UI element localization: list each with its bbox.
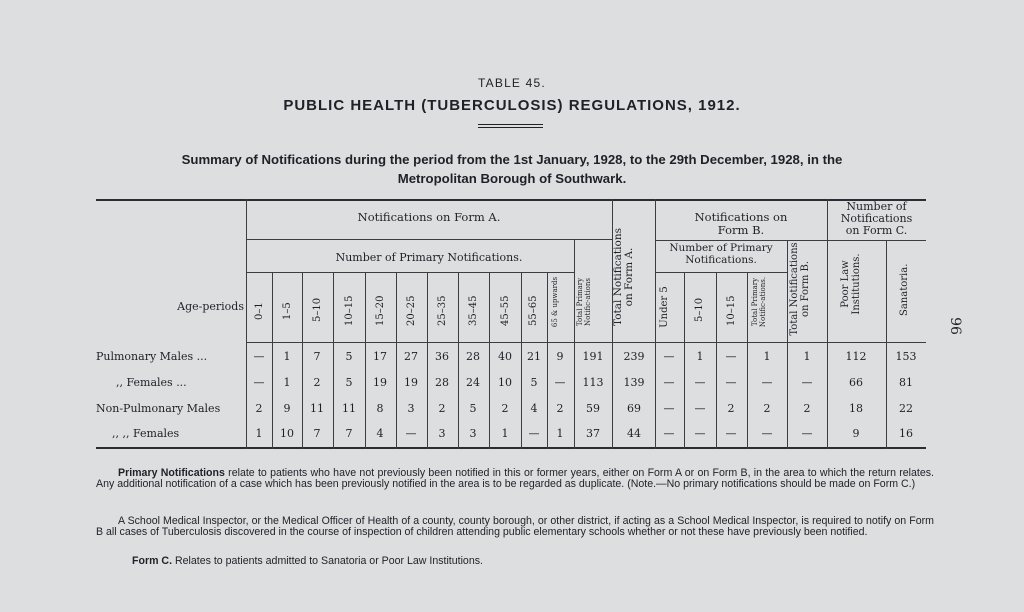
- table-cell: 7: [313, 350, 321, 363]
- table-cell: —: [801, 427, 813, 440]
- form-c-header-line-3: on Form C.: [845, 224, 908, 237]
- table-cell: 19: [404, 376, 418, 389]
- table-cell: 81: [899, 376, 913, 389]
- table-cell: 4: [530, 402, 538, 415]
- table-cell: 2: [438, 402, 446, 415]
- table-cell: 5: [345, 376, 353, 389]
- table-cell: 28: [435, 376, 449, 389]
- table-cell: 28: [466, 350, 480, 363]
- table-cell: 24: [466, 376, 480, 389]
- table-cell: 9: [283, 402, 291, 415]
- primary-b-header: [655, 242, 787, 266]
- summary-line-2: Metropolitan Borough of Southwark.: [397, 171, 627, 186]
- table-cell: 2: [501, 402, 509, 415]
- b-col-header: 5–10: [694, 297, 705, 322]
- total-form-a-header: Total Notifications on Form A.: [612, 228, 635, 326]
- form-c-sub-rule: [827, 240, 926, 241]
- table-cell: 5: [345, 350, 353, 363]
- table-cell: —: [694, 402, 706, 415]
- page-title: PUBLIC HEALTH (TUBERCULOSIS) REGULATIONS, 1912.: [283, 97, 741, 114]
- table-cell: 2: [763, 402, 771, 415]
- note-1-bold: Primary Notifications: [118, 467, 225, 479]
- table-cell: 8: [376, 402, 384, 415]
- c-col-header: Sanatoria.: [899, 263, 910, 316]
- table-cell: 1: [283, 376, 291, 389]
- age-col-header: 0–1: [254, 302, 265, 320]
- age-col-header: 25–35: [437, 295, 448, 326]
- table-cell: 19: [373, 376, 387, 389]
- table-cell: 2: [803, 402, 811, 415]
- row-label: ,, ,, Females: [112, 427, 180, 440]
- table-cell: 1: [255, 427, 263, 440]
- form-a-header: Notifications on Form A.: [357, 210, 501, 224]
- total-primary-b-header: Total Primary Notific-ations.: [751, 276, 767, 328]
- primary-a-header: Number of Primary Notifications.: [335, 251, 523, 264]
- primary-a-sub-rule: [246, 272, 574, 273]
- b-col-header: 10–15: [726, 295, 737, 326]
- form-b-sub-rule: [655, 240, 827, 241]
- table-cell: 239: [623, 350, 645, 363]
- form-b-header: [655, 211, 827, 237]
- table-cell: 21: [527, 350, 541, 363]
- table-cell: 27: [404, 350, 418, 363]
- col-line: [574, 239, 575, 449]
- table-cell: 66: [849, 376, 863, 389]
- table-cell: —: [253, 376, 265, 389]
- table-cell: 2: [556, 402, 564, 415]
- table-cell: —: [694, 427, 706, 440]
- age-col-header: 15–20: [375, 295, 386, 326]
- table-cell: 11: [342, 402, 356, 415]
- note-form-c: [96, 556, 934, 567]
- form-c-header-line-1: Number of: [846, 200, 907, 213]
- table-cell: 1: [696, 350, 704, 363]
- note-3-text: Relates to patients admitted to Sanatoria or Poor Law Institutions.: [172, 555, 483, 567]
- note-primary-notifications: [96, 468, 934, 490]
- table-cell: —: [761, 376, 773, 389]
- table-cell: 1: [556, 427, 564, 440]
- table-cell: 2: [255, 402, 263, 415]
- table-cell: 40: [498, 350, 512, 363]
- primary-b-header-line-2: Notifications.: [685, 254, 757, 266]
- row-label: Non-Pulmonary Males: [96, 402, 221, 415]
- table-cell: 1: [763, 350, 771, 363]
- table-cell: —: [253, 350, 265, 363]
- table-cell: 113: [582, 376, 604, 389]
- header-bottom-rule: [246, 342, 926, 343]
- title-double-rule: [478, 124, 543, 128]
- summary-line-1: Summary of Notifications during the period from the 1st January, 1928, to the 29th December, 1928, in the: [181, 152, 843, 167]
- table-cell: —: [554, 376, 566, 389]
- row-label: ,, Females ...: [116, 376, 187, 389]
- table-cell: 191: [582, 350, 604, 363]
- form-c-header: [827, 201, 926, 237]
- table-top-rule: [96, 199, 926, 201]
- age-col-header: 10–15: [344, 295, 355, 326]
- table-cell: 7: [345, 427, 353, 440]
- age-col-header: 1–5: [282, 302, 293, 320]
- age-col-header: 35–45: [468, 295, 479, 326]
- table-cell: 11: [310, 402, 324, 415]
- age-periods-header: Age-periods: [177, 300, 244, 313]
- table-cell: 16: [899, 427, 913, 440]
- age-col-header: 55–65: [528, 295, 539, 326]
- table-cell: —: [725, 350, 737, 363]
- table-cell: 3: [407, 402, 415, 415]
- table-cell: —: [761, 427, 773, 440]
- table-cell: —: [663, 427, 675, 440]
- table-cell: 3: [438, 427, 446, 440]
- c-col-header: Poor Law Institutions.: [840, 253, 862, 315]
- table-cell: 36: [435, 350, 449, 363]
- table-bottom-rule: [96, 447, 926, 449]
- table-cell: 59: [586, 402, 600, 415]
- table-cell: 7: [313, 427, 321, 440]
- table-cell: —: [663, 376, 675, 389]
- note-1-text: relate to patients who have not previously been notified in this or former years, either on Form A or on Form B, in the area to which the return relates. Any additional notification of a case which has been previously notified in the area is to be regarded as duplicate. (Note.—No primary notifications should be made on Form C.): [96, 467, 934, 490]
- col-line: [886, 240, 887, 449]
- table-cell: —: [663, 350, 675, 363]
- table-cell: 4: [376, 427, 384, 440]
- table-cell: —: [528, 427, 540, 440]
- form-b-header-line-1: Notifications on: [694, 210, 788, 224]
- b-col-header: Under 5: [659, 286, 670, 328]
- note-school-inspector: A School Medical Inspector, or the Medical Officer of Health of a county, county borough, or other district, if acting as a School Medical Inspector, is required to notify on Form B all cases of Tuberculosis discovered in the course of inspection of children attending public elementary schools whether or not these have previously been notified.: [96, 515, 934, 538]
- table-cell: 5: [530, 376, 538, 389]
- note-3-bold: Form C.: [132, 555, 173, 567]
- table-cell: 5: [469, 402, 477, 415]
- table-cell: —: [405, 427, 417, 440]
- summary-heading: [90, 150, 934, 188]
- age-col-header: 5–10: [312, 297, 323, 322]
- form-a-sub-rule: [246, 239, 612, 240]
- table-cell: 37: [586, 427, 600, 440]
- table-cell: —: [801, 376, 813, 389]
- row-label: Pulmonary Males ...: [96, 350, 208, 363]
- table-cell: 10: [280, 427, 294, 440]
- primary-b-header-line-1: Number of Primary: [669, 242, 773, 254]
- table-cell: 153: [895, 350, 917, 363]
- table-cell: 112: [845, 350, 867, 363]
- form-c-header-line-2: Notifications: [840, 212, 913, 225]
- table-cell: 17: [373, 350, 387, 363]
- total-form-b-header: Total Notifications on Form B.: [789, 242, 811, 336]
- table-cell: 9: [556, 350, 564, 363]
- table-cell: 139: [623, 376, 645, 389]
- total-primary-a-header: Total Primary Notific-ations: [576, 277, 592, 327]
- table-cell: —: [663, 402, 675, 415]
- table-cell: —: [725, 427, 737, 440]
- table-cell: —: [725, 376, 737, 389]
- table-cell: 2: [727, 402, 735, 415]
- table-cell: 2: [313, 376, 321, 389]
- table-cell: 18: [849, 402, 863, 415]
- table-cell: 9: [852, 427, 860, 440]
- page-number: 96: [946, 317, 963, 335]
- primary-b-sub-rule: [655, 272, 787, 273]
- table-cell: —: [694, 376, 706, 389]
- age-col-header: 65 & upwards: [551, 276, 559, 328]
- col-line: [787, 240, 788, 449]
- table-cell: 69: [627, 402, 641, 415]
- table-cell: 1: [501, 427, 509, 440]
- table-cell: 22: [899, 402, 913, 415]
- table-cell: 1: [283, 350, 291, 363]
- age-col-header: 45–55: [500, 295, 511, 326]
- form-b-header-line-2: Form B.: [717, 223, 765, 237]
- table-number: TABLE 45.: [478, 76, 546, 90]
- table-cell: 1: [803, 350, 811, 363]
- age-col-header: 20–25: [406, 295, 417, 326]
- table-cell: 10: [498, 376, 512, 389]
- table-cell: 3: [469, 427, 477, 440]
- table-cell: 44: [627, 427, 641, 440]
